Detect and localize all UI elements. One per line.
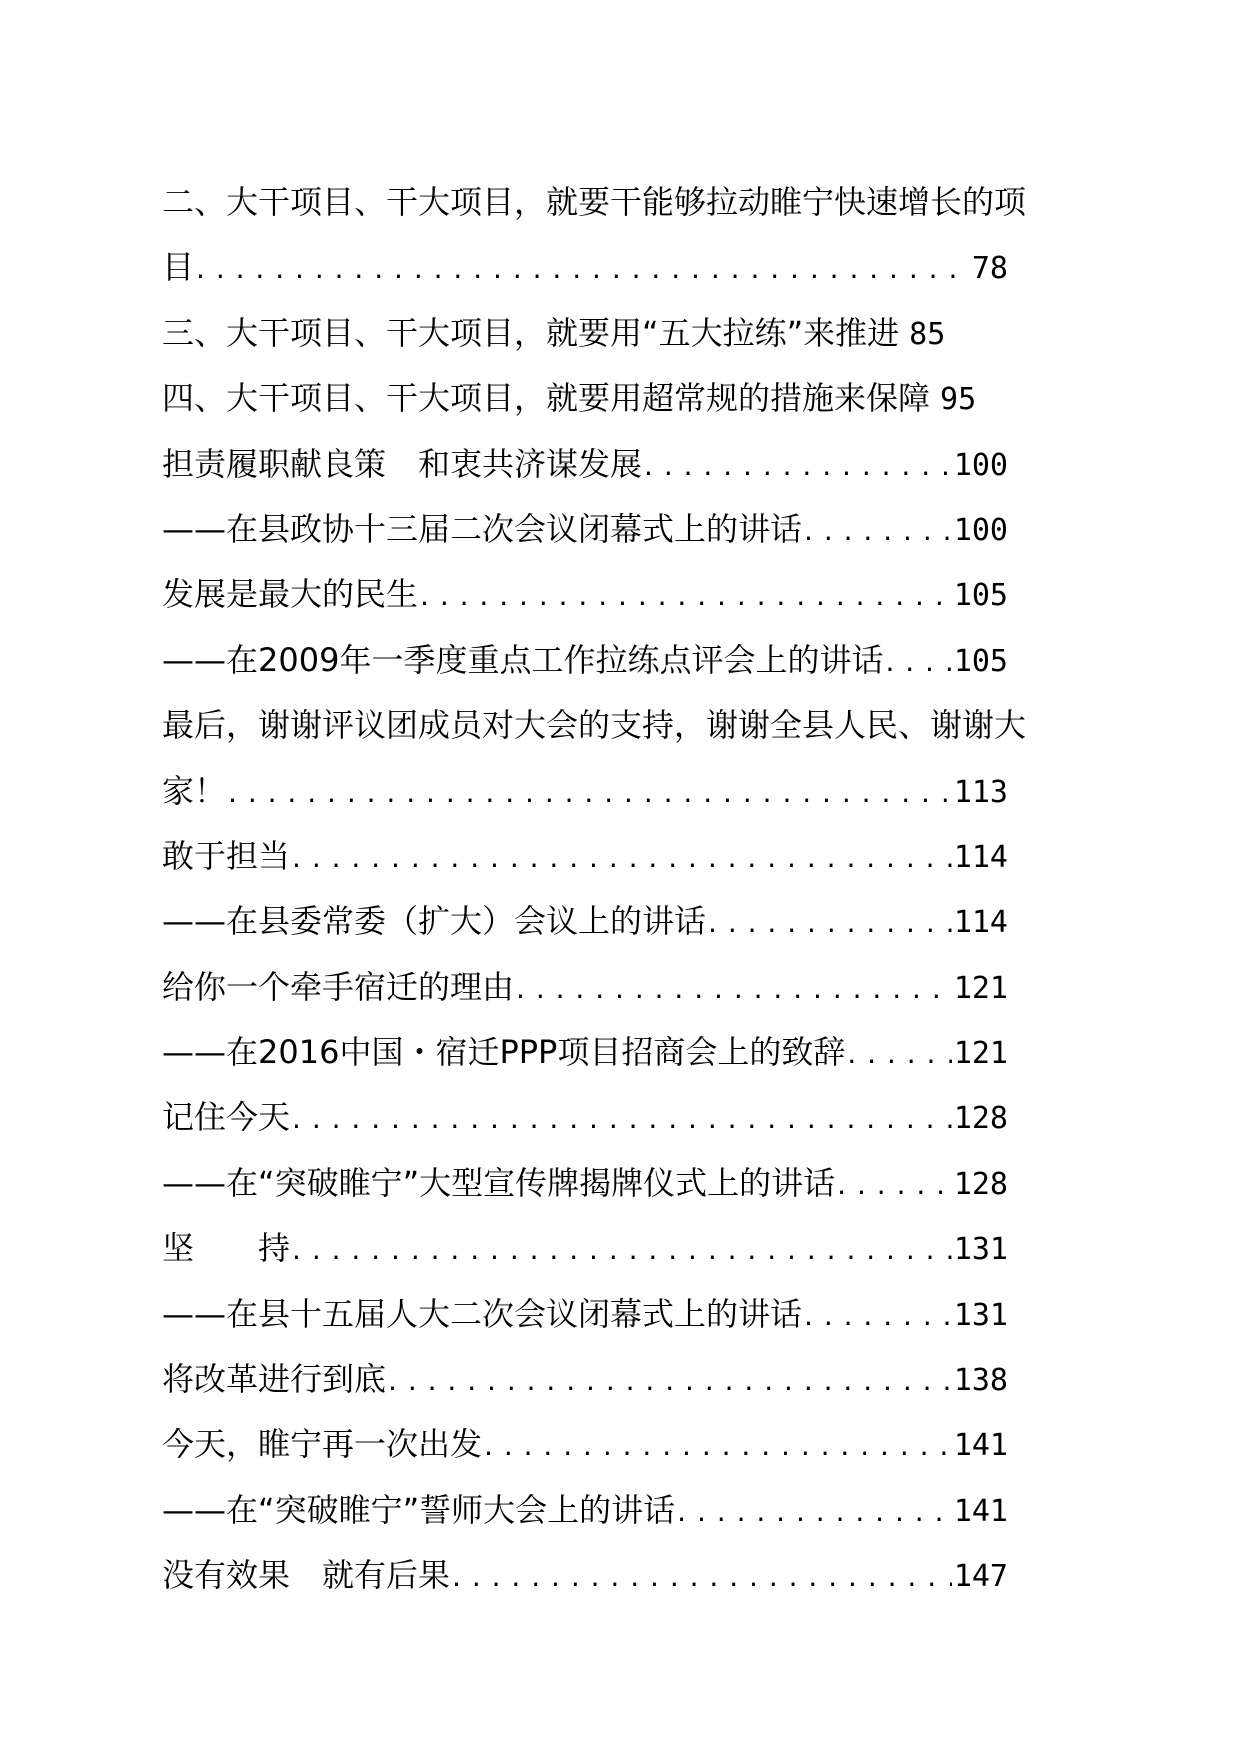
toc-entry-title: ——在县十五届人大二次会议闭幕式上的讲话 <box>162 1294 803 1333</box>
toc-entry-title: 二、大干项目、干大项目，就要干能够拉动睢宁快速增长的项 <box>162 183 1027 221</box>
toc-entry-title: ——在2016中国・宿迁PPP项目招商会上的致辞 <box>162 1033 846 1072</box>
dot-leader <box>228 760 952 825</box>
toc-entry[interactable] <box>162 628 1062 693</box>
dot-leader <box>708 890 952 955</box>
toc-entry-page: 128 <box>953 1101 1008 1137</box>
toc-entry-title: 担责履职献良策 和衷共济谋发展 <box>162 444 643 483</box>
toc-entry[interactable] <box>162 1347 1062 1412</box>
toc-entry-page: 131 <box>953 1232 1008 1268</box>
toc-entry[interactable] <box>162 562 1062 627</box>
dot-leader <box>452 1544 952 1609</box>
dot-leader <box>420 563 952 628</box>
toc-entry[interactable] <box>162 1412 1062 1477</box>
toc-entry[interactable] <box>162 955 1062 1020</box>
toc-entry-page: 141 <box>953 1428 1008 1464</box>
toc-entry-title: ——在县委常委（扩大）会议上的讲话 <box>162 902 707 941</box>
toc-entry-title: 记住今天 <box>162 1098 291 1137</box>
toc-entry[interactable] <box>162 693 1062 758</box>
toc-entry[interactable] <box>162 1020 1062 1085</box>
toc-entry-title: 四、大干项目、干大项目，就要用超常规的措施来保障 <box>162 379 931 418</box>
dot-leader <box>196 236 970 301</box>
toc-entry-page: 131 <box>953 1297 1008 1333</box>
toc-entry[interactable] <box>162 497 1062 562</box>
toc-entry-page: 147 <box>953 1559 1008 1595</box>
toc-entry-title: 最后，谢谢评议团成员对大会的支持，谢谢全县人民、谢谢大 <box>162 706 1027 745</box>
dot-leader <box>388 1348 952 1413</box>
toc-entry-page: 128 <box>953 1166 1008 1202</box>
toc-entry-page: 114 <box>953 905 1008 941</box>
toc-entry-page: 121 <box>953 1036 1008 1072</box>
dot-leader <box>847 1021 951 1086</box>
toc-entry-page: 138 <box>953 1363 1008 1399</box>
dot-leader <box>292 1086 952 1151</box>
toc-entry-title: 家！ <box>162 771 227 810</box>
dot-leader <box>804 498 952 563</box>
toc-entry[interactable] <box>162 1151 1062 1216</box>
toc-entry-title: ——在2009年一季度重点工作拉练点评会上的讲话 <box>162 640 884 679</box>
toc-entry-page: 121 <box>953 970 1008 1006</box>
dot-leader <box>516 956 952 1021</box>
dot-leader <box>484 1413 952 1478</box>
toc-entry-page: 85 <box>909 316 946 352</box>
dot-leader <box>292 1217 952 1282</box>
toc-entry[interactable] <box>162 1543 1062 1608</box>
toc-entry-title: 敢于担当 <box>162 836 291 875</box>
toc-entry[interactable] <box>162 1478 1062 1543</box>
dot-leader <box>837 1152 952 1217</box>
dot-leader <box>677 1479 952 1544</box>
toc-entry-page: 78 <box>971 251 1008 287</box>
dot-leader <box>885 629 951 694</box>
toc-entry-page: 105 <box>953 643 1008 679</box>
toc-entry-title: 没有效果 就有后果 <box>162 1556 451 1595</box>
toc-entry-page: 141 <box>953 1493 1008 1529</box>
toc-entry-title: 坚 持 <box>162 1229 291 1268</box>
dot-leader <box>804 1283 952 1348</box>
toc-entry-title: 发展是最大的民生 <box>162 575 419 614</box>
toc-entry-title: 目 <box>162 248 195 287</box>
toc-entry[interactable] <box>162 235 1062 300</box>
toc-entry-title: ——在县政协十三届二次会议闭幕式上的讲话 <box>162 509 803 548</box>
toc-entry[interactable] <box>162 1085 1062 1150</box>
toc-entry[interactable] <box>162 366 1062 431</box>
toc-entry-title: 将改革进行到底 <box>162 1360 387 1399</box>
toc-entry-page: 113 <box>953 774 1008 810</box>
table-of-contents <box>162 170 1062 1609</box>
toc-entry-title: 三、大干项目、干大项目，就要用“五大拉练”来推进 <box>162 313 900 352</box>
toc-entry[interactable] <box>162 1282 1062 1347</box>
toc-entry-page: 95 <box>940 382 977 418</box>
toc-entry[interactable] <box>162 889 1062 954</box>
toc-entry-page: 105 <box>953 578 1008 614</box>
dot-leader <box>644 433 952 498</box>
toc-entry-title: ——在“突破睢宁”大型宣传牌揭牌仪式上的讲话 <box>162 1163 836 1202</box>
toc-entry-page: 100 <box>953 447 1008 483</box>
toc-entry-page: 100 <box>953 512 1008 548</box>
toc-entry-page: 114 <box>953 839 1008 875</box>
dot-leader <box>292 825 952 890</box>
toc-entry-title: 今天，睢宁再一次出发 <box>162 1425 483 1464</box>
toc-entry[interactable] <box>162 170 1062 235</box>
toc-entry[interactable] <box>162 759 1062 824</box>
toc-entry[interactable] <box>162 824 1062 889</box>
toc-entry-title: ——在“突破睢宁”誓师大会上的讲话 <box>162 1490 676 1529</box>
toc-entry-title: 给你一个牵手宿迁的理由 <box>162 967 515 1006</box>
toc-entry[interactable] <box>162 301 1062 366</box>
toc-entry[interactable] <box>162 1216 1062 1281</box>
toc-entry[interactable] <box>162 432 1062 497</box>
